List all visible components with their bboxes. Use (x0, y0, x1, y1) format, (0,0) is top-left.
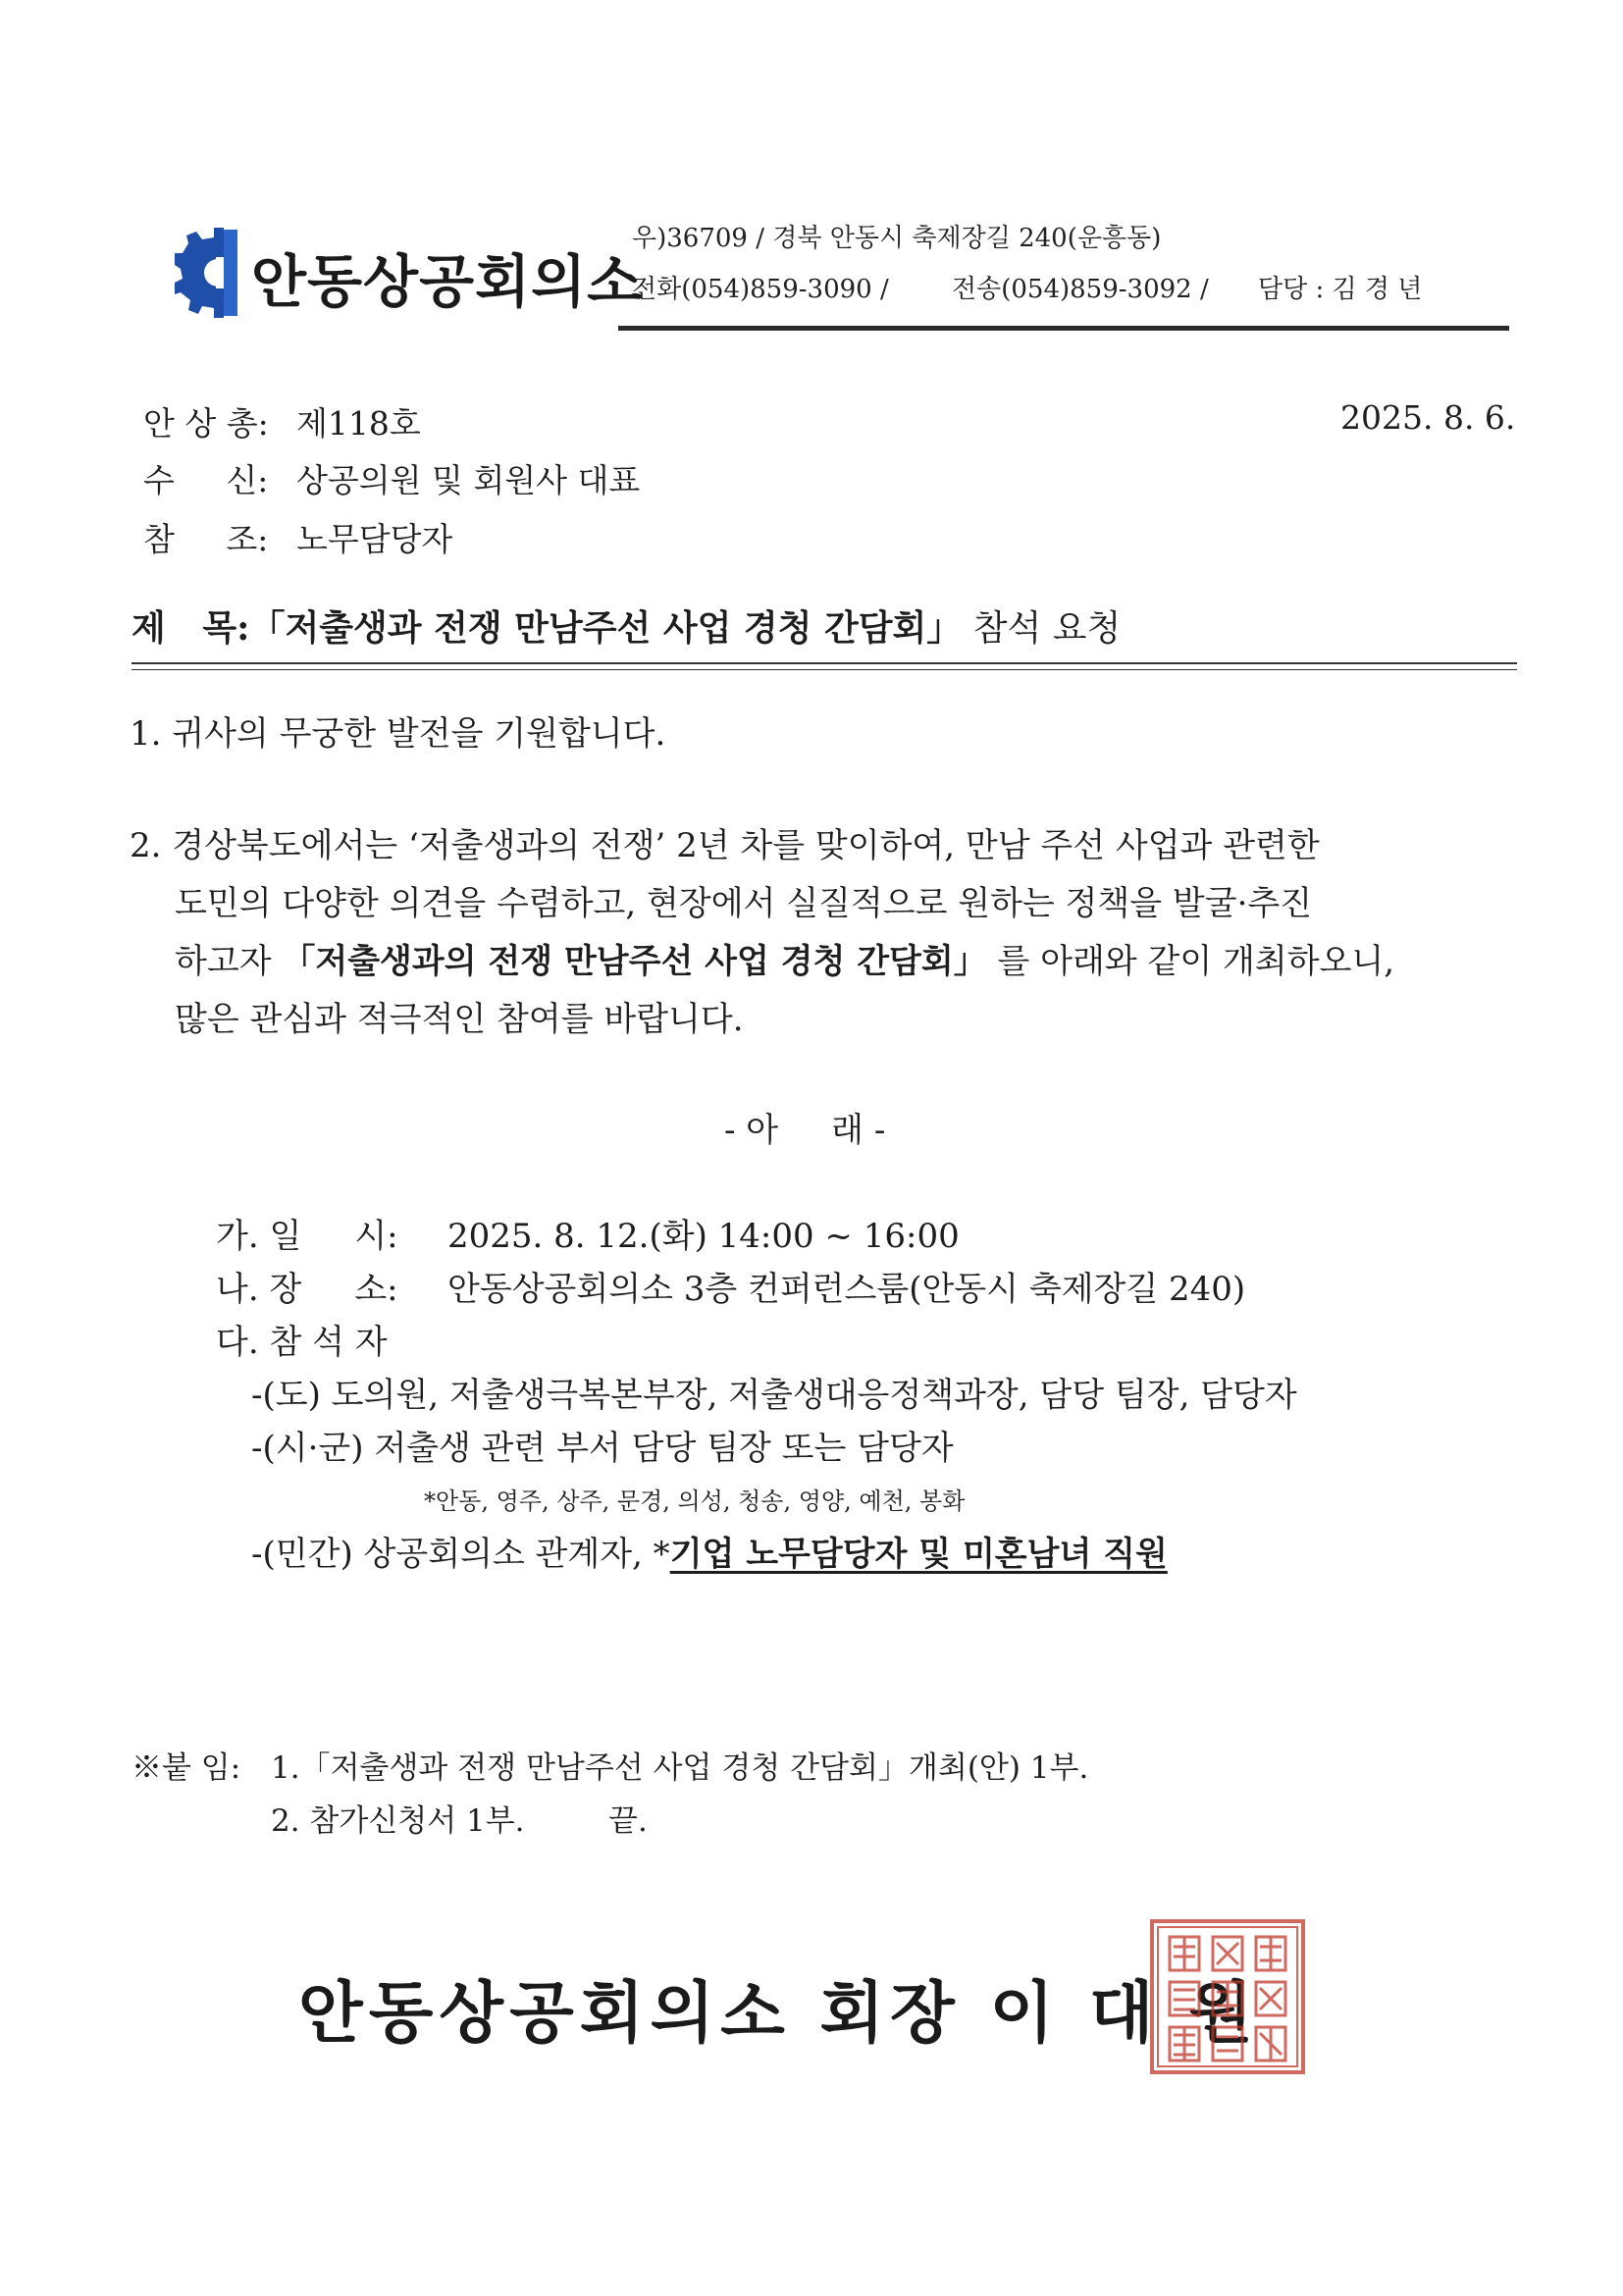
place-label: 나. 장 소: (216, 1270, 398, 1309)
attendee-city: -(시·군) 저출생 관련 부서 담당 팀장 또는 담당자 (251, 1429, 954, 1468)
postal-address: 우)36709 / 경북 안동시 축제장길 240(운흥동) (632, 224, 1162, 253)
attendee-private-pre: -(민간) 상공회의소 관계자, * (251, 1535, 670, 1574)
contact-person: 담당 : 김 경 년 (1258, 275, 1423, 304)
signature: 안동상공회의소 회장 이 대 원 (298, 1975, 1259, 2053)
paragraph-1: 1. 귀사의 무궁한 발전을 기원합니다. (130, 714, 666, 754)
attendee-city-note: *안동, 영주, 상주, 문경, 의성, 청송, 영양, 예천, 봉화 (424, 1487, 966, 1515)
phone-number: 전화(054)859-3090 / (632, 275, 889, 304)
attendees-label: 다. 참 석 자 (216, 1323, 388, 1362)
paragraph-2-line-2: 도민의 다양한 의견을 수렴하고, 현장에서 실질적으로 원하는 정책을 발굴·추진 (175, 884, 1313, 923)
recipient-label: 수 신: (143, 461, 269, 499)
subject-label: 제 목: (131, 607, 250, 649)
details-heading: - 아 래 - (724, 1111, 886, 1150)
end-mark: 끝. (608, 1803, 648, 1839)
subject-suffix: 참석 요청 (972, 608, 1122, 649)
subject-rule-thin (131, 669, 1517, 670)
attendee-private-highlight: 기업 노무담당자 및 미혼남녀 직원 (669, 1535, 1168, 1574)
gear-logo-icon (175, 224, 241, 322)
attachments-label: ※붙 임: (131, 1750, 241, 1786)
attendee-private (251, 1527, 1168, 1575)
place: 안동상공회의소 3층 컨퍼런스룸(안동시 축제장길 240) (447, 1270, 1246, 1309)
attendee-province: -(도) 도의원, 저출생극복본부장, 저출생대응정책과장, 담당 팀장, 담당자 (251, 1376, 1297, 1415)
paragraph-2-line-3-pre: 하고자 (175, 942, 272, 981)
official-seal-stamp (1144, 1913, 1311, 2080)
doc-number: 제118호 (296, 404, 421, 443)
datetime-label: 가. 일 시: (216, 1217, 398, 1256)
org-logo-text: 안동상공회의소 (251, 248, 644, 315)
doc-number-label: 안 상 총: (143, 404, 269, 443)
recipient: 상공의원 및 회원사 대표 (296, 461, 641, 499)
paragraph-2-event-title: 「저출생과의 전쟁 만남주선 사업 경청 간담회」 (282, 942, 987, 981)
datetime: 2025. 8. 12.(화) 14:00 ~ 16:00 (447, 1217, 960, 1256)
subject-rule (131, 662, 1517, 664)
attachment-1: 1.「저출생과 전쟁 만남주선 사업 경청 간담회」개최(안) 1부. (271, 1750, 1089, 1786)
header-divider (618, 326, 1509, 331)
reference: 노무담당자 (296, 520, 453, 558)
paragraph-2-line-3 (175, 934, 1394, 982)
attachment-2: 2. 참가신청서 1부. (271, 1803, 525, 1839)
paragraph-2-line-4: 많은 관심과 적극적인 참여를 바랍니다. (175, 1000, 744, 1039)
subject-title: 「저출생과 전쟁 만남주선 사업 경청 간담회」 (249, 607, 963, 649)
paragraph-2-line-3-post: 를 아래와 같이 개최하오니, (997, 942, 1395, 981)
subject-line (131, 600, 1121, 651)
doc-date: 2025. 8. 6. (1340, 398, 1516, 437)
reference-label: 참 조: (143, 520, 269, 558)
paragraph-2-line-1: 2. 경상북도에서는 ‘저출생과의 전쟁’ 2년 차를 맞이하여, 만남 주선 사업과 관련한 (130, 826, 1320, 865)
fax-number: 전송(054)859-3092 / (952, 275, 1209, 304)
